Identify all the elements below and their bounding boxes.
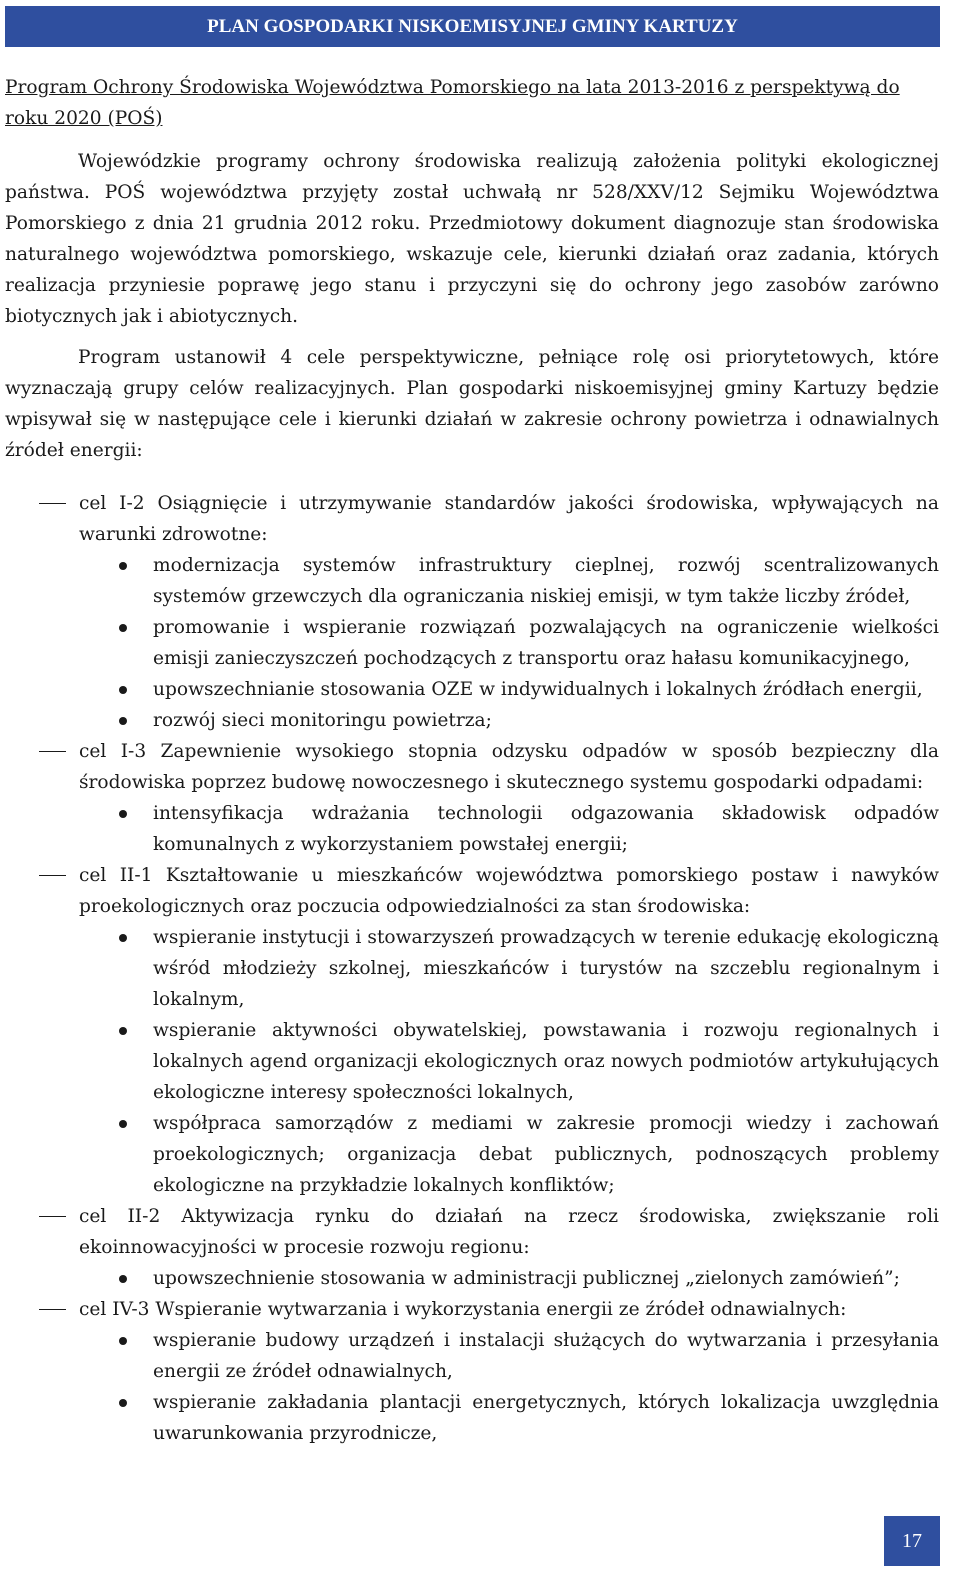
list-item <box>5 550 939 612</box>
goal-text: cel IV-3 Wspieranie wytwarzania i wykorzystania energii ze źródeł odnawialnych: <box>79 1299 847 1320</box>
list-item-text: wspieranie aktywności obywatelskiej, powstawania i rozwoju regionalnych i lokalnych agend organizacji ekologicznych oraz nowych podmiotów artykułujących ekologiczne interesy społeczności lokalnych, <box>153 1020 939 1103</box>
bullet-list <box>5 1263 939 1294</box>
goal-block <box>5 860 939 1201</box>
list-item <box>5 1108 939 1201</box>
bullet-icon <box>119 1399 127 1407</box>
bullet-icon <box>119 624 127 632</box>
list-item <box>5 705 939 736</box>
list-item <box>5 674 939 705</box>
list-item <box>5 1263 939 1294</box>
dash-marker <box>39 1309 66 1310</box>
goal-item <box>5 1294 939 1325</box>
bullet-icon <box>119 1120 127 1128</box>
list-item <box>5 798 939 860</box>
goal-text: cel I-3 Zapewnienie wysokiego stopnia odzysku odpadów w sposób bezpieczny dla środowiska poprzez budowę nowoczesnego i skutecznego systemu gospodarki odpadami: <box>79 741 939 793</box>
paragraph: Wojewódzkie programy ochrony środowiska realizują założenia polityki ekologicznej państwa. POŚ województwa przyjęty został uchwałą nr 528/XXV/12 Sejmiku Województwa Pomorskiego z dnia 21 grudnia 2012 roku. Przedmiotowy dokument diagnozuje stan środowiska naturalnego województwa pomorskiego, wskazuje cele, kierunki działań oraz zadania, których realizacja przyniesie poprawę jego stanu i przyczyni się do ochrony jego zasobów zarówno biotycznych jak i abiotycznych. <box>5 151 939 327</box>
goal-item <box>5 488 939 550</box>
page-header: PLAN GOSPODARKI NISKOEMISYJNEJ GMINY KARTUZY <box>5 6 940 47</box>
bullet-icon <box>119 1027 127 1035</box>
list-item-text: wspieranie budowy urządzeń i instalacji służących do wytwarzania i przesyłania energii ze źródeł odnawialnych, <box>153 1330 939 1382</box>
list-item <box>5 922 939 1015</box>
bullet-list <box>5 798 939 860</box>
bullet-list <box>5 550 939 736</box>
goal-block <box>5 488 939 736</box>
list-item <box>5 1387 939 1449</box>
goal-text: cel II-2 Aktywizacja rynku do działań na rzecz środowiska, zwiększanie roli ekoinnowacyjności w procesie rozwoju regionu: <box>79 1206 939 1258</box>
bullet-list <box>5 922 939 1201</box>
document-body <box>5 72 939 1449</box>
list-item-text: upowszechnienie stosowania w administracji publicznej „zielonych zamówień”; <box>153 1268 900 1289</box>
goal-block <box>5 736 939 860</box>
dash-marker <box>39 1216 66 1217</box>
list-item-text: promowanie i wspieranie rozwiązań pozwalających na ograniczenie wielkości emisji zanieczyszczeń pochodzących z transportu oraz hałasu komunikacyjnego, <box>153 617 939 669</box>
bullet-list <box>5 1325 939 1449</box>
list-item-text: współpraca samorządów z mediami w zakresie promocji wiedzy i zachowań proekologicznych; organizacja debat publicznych, podnoszących problemy ekologiczne na przykładzie lokalnych konfliktów; <box>153 1113 939 1196</box>
goal-item <box>5 736 939 798</box>
section-title: Program Ochrony Środowiska Województwa Pomorskiego na lata 2013-2016 z perspektywą do roku 2020 (POŚ) <box>5 77 900 129</box>
list-item-text: intensyfikacja wdrażania technologii odgazowania składowisk odpadów komunalnych z wykorzystaniem powstałej energii; <box>153 803 939 855</box>
list-item <box>5 1015 939 1108</box>
dash-marker <box>39 751 66 752</box>
list-item <box>5 612 939 674</box>
list-item-text: rozwój sieci monitoringu powietrza; <box>153 710 492 731</box>
bullet-icon <box>119 1337 127 1345</box>
dash-marker <box>39 875 66 876</box>
goal-item <box>5 860 939 922</box>
bullet-icon <box>119 1275 127 1283</box>
goal-text: cel II-1 Kształtowanie u mieszkańców województwa pomorskiego postaw i nawyków proekologicznych oraz poczucia odpowiedzialności za stan środowiska: <box>79 865 939 917</box>
bullet-icon <box>119 562 127 570</box>
list-item-text: wspieranie instytucji i stowarzyszeń prowadzących w terenie edukację ekologiczną wśród młodzieży szkolnej, mieszkańców i turystów na szczeblu regionalnym i lokalnym, <box>153 927 939 1010</box>
list-item-text: upowszechnianie stosowania OZE w indywidualnych i lokalnych źródłach energii, <box>153 679 923 700</box>
goal-text: cel I-2 Osiągnięcie i utrzymywanie standardów jakości środowiska, wpływających na warunki zdrowotne: <box>79 493 939 545</box>
paragraph: Program ustanowił 4 cele perspektywiczne, pełniące rolę osi priorytetowych, które wyznaczają grupy celów realizacyjnych. Plan gospodarki niskoemisyjnej gminy Kartuzy będzie wpisywał się w następujące cele i kierunki działań w zakresie ochrony powietrza i odnawialnych źródeł energii: <box>5 347 939 461</box>
list-item-text: wspieranie zakładania plantacji energetycznych, których lokalizacja uwzględnia uwarunkowania przyrodnicze, <box>153 1392 939 1444</box>
dash-marker <box>39 503 66 504</box>
goals-list <box>5 488 939 1449</box>
bullet-icon <box>119 717 127 725</box>
bullet-icon <box>119 934 127 942</box>
goal-block <box>5 1201 939 1294</box>
bullet-icon <box>119 810 127 818</box>
goal-block <box>5 1294 939 1449</box>
bullet-icon <box>119 686 127 694</box>
list-item <box>5 1325 939 1387</box>
list-item-text: modernizacja systemów infrastruktury cieplnej, rozwój scentralizowanych systemów grzewczych dla ograniczania niskiej emisji, w tym także liczby źródeł, <box>153 555 939 607</box>
goal-item <box>5 1201 939 1263</box>
page-number: 17 <box>884 1516 940 1566</box>
